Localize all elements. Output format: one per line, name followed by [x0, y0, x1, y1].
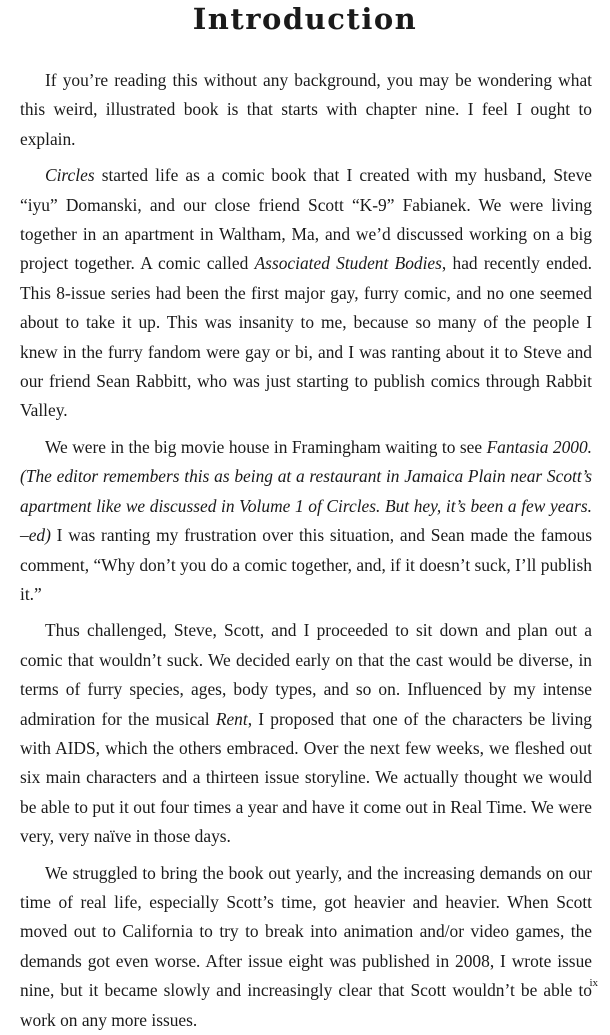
- paragraph-text: We were in the big movie house in Framingham waiting to see: [45, 436, 487, 457]
- paragraph-text: , I proposed that one of the characters be living with AIDS, which the others embraced. Over the next few weeks, we fleshed out six main characters and a thirteen issue storyline. We actually thought we would be able to put it out four times a year and have it come out in Real Time. We were very, very naïve in those days.: [20, 708, 592, 847]
- paragraph-text: started life as a comic book that I created with my husband, Steve “iyu” Domanski, and our close friend Scott “K-9” Fabianek. We were living together in an apartment in Waltham, Ma, and we’d discussed working on a big project together. A comic called: [20, 165, 592, 274]
- book-title-circles: Circles: [45, 165, 95, 186]
- editor-note: Fantasia 2000. (The editor remembers this as being at a restaurant in Jamaica Plain near Scott’s apartment like we discussed in Volume 1 of Circles. But hey, it’s been a few years. –ed): [20, 436, 593, 546]
- page-number: ix: [589, 977, 598, 989]
- paragraph: [20, 66, 592, 154]
- paragraph: [20, 433, 592, 609]
- musical-title-rent: Rent: [215, 708, 248, 729]
- paragraph: [20, 161, 592, 426]
- paragraph: [20, 859, 592, 1035]
- paragraph-text: I was ranting my frustration over this situation, and Sean made the famous comment, “Why don’t you do a comic together, and, if it doesn’t suck, I’ll publish it.”: [20, 525, 592, 604]
- paragraph-text: We struggled to bring the book out yearly, and the increasing demands on our time of real life, especially Scott’s time, got heavier and heavier. When Scott moved out to California to try to break into animation and/or video games, the demands got even worse. After issue eight was published in 2008, I wrote issue nine, but it became slowly and increasingly clear that Scott wouldn’t be able to work on any more issues.: [20, 862, 592, 1030]
- book-title-associated-student-bodies: Associated Student Bodies: [254, 253, 442, 274]
- paragraph-text: Thus challenged, Steve, Scott, and I proceeded to sit down and plan out a comic that wouldn’t suck. We decided early on that the cast would be diverse, in terms of furry species, ages, body types, and so on. Influenced by my intense admiration for the musical: [20, 620, 592, 729]
- paragraph-text: If you’re reading this without any background, you may be wondering what this weird, illustrated book is that starts with chapter nine. I feel I ought to explain.: [20, 70, 592, 149]
- body-text: [20, 66, 592, 1035]
- paragraph: [20, 616, 592, 851]
- page-title: Introduction: [192, 2, 418, 36]
- paragraph-text: , had recently ended. This 8-issue series had been the first major gay, furry comic, and no one seemed about to take it up. This was insanity to me, because so many of the people I knew in the furry fandom were gay or bi, and I was ranting about it to Steve and our friend Sean Rabbitt, who was just starting to publish comics through Rabbit Valley.: [20, 253, 592, 421]
